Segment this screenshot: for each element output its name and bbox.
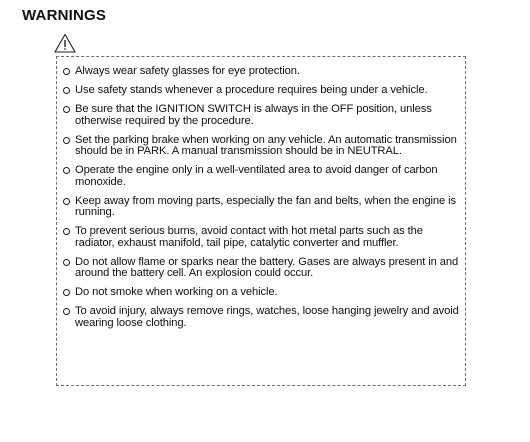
list-item xyxy=(63,104,463,127)
list-item xyxy=(63,306,463,329)
list-item xyxy=(63,66,463,78)
page-title: WARNINGS xyxy=(22,7,107,24)
list-item xyxy=(63,165,463,188)
warnings-list xyxy=(63,66,463,337)
bullet-circle-icon xyxy=(63,87,70,94)
bullet-circle-icon xyxy=(63,308,70,315)
warning-text: Operate the engine only in a well-ventilated area to avoid danger of carbon monoxide. xyxy=(75,164,438,188)
list-item xyxy=(63,135,463,158)
bullet-circle-icon xyxy=(63,259,70,266)
list-item xyxy=(63,257,463,280)
warning-text: Always wear safety glasses for eye protection. xyxy=(75,65,300,77)
warning-text: Use safety stands whenever a procedure requires being under a vehicle. xyxy=(75,83,428,96)
list-item xyxy=(63,226,463,249)
warning-triangle-icon xyxy=(54,33,76,53)
bullet-circle-icon xyxy=(63,68,70,75)
warning-text: Set the parking brake when working on any vehicle. An automatic transmission should be in PARK. A manual transmission should be in NEUTRAL. xyxy=(75,133,457,158)
warning-text: Keep away from moving parts, especially the fan and belts, when the engine is running. xyxy=(75,194,456,219)
bullet-circle-icon xyxy=(63,198,70,205)
warning-text: Do not smoke when working on a vehicle. xyxy=(75,286,278,299)
warning-text: To prevent serious burns, avoid contact with hot metal parts such as the radiator, exhaust manifold, tail pipe, catalytic converter and muffler. xyxy=(75,225,423,249)
bullet-circle-icon xyxy=(63,137,70,144)
bullet-circle-icon xyxy=(63,167,70,174)
bullet-circle-icon xyxy=(63,289,70,296)
list-item xyxy=(63,196,463,219)
warning-text: Do not allow flame or sparks near the battery. Gases are always present in and around the battery cell. An explosion could occur. xyxy=(75,255,459,280)
bullet-circle-icon xyxy=(63,106,70,113)
bullet-circle-icon xyxy=(63,228,70,235)
list-item xyxy=(63,85,463,97)
list-item xyxy=(63,287,463,299)
warning-text: Be sure that the IGNITION SWITCH is always in the OFF position, unless otherwise required by the procedure. xyxy=(75,102,432,127)
warning-text: To avoid injury, always remove rings, watches, loose hanging jewelry and avoid wearing loose clothing. xyxy=(75,305,459,330)
